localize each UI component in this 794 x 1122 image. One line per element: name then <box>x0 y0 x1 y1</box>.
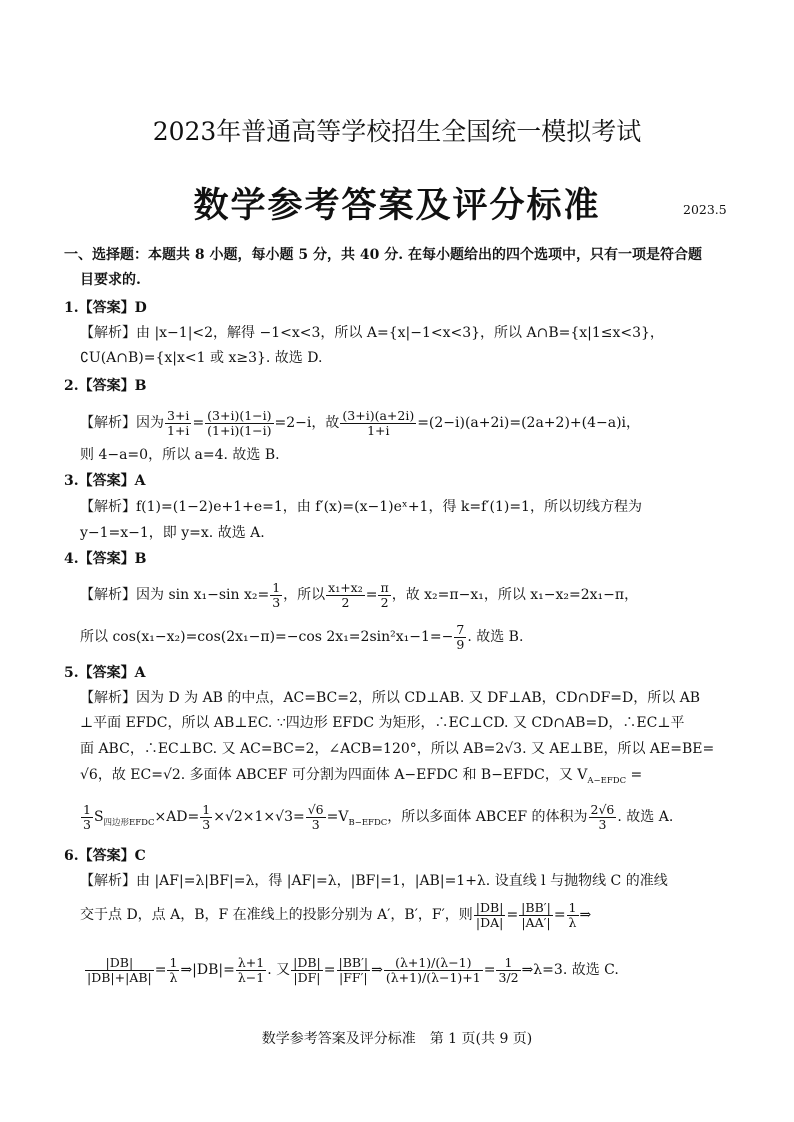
numerator: 1 <box>272 579 281 595</box>
text: ⇒λ=3. 故选 C. <box>521 962 619 978</box>
text: ，故 x₂=π−x₁，所以 x₁−x₂=2x₁−π， <box>391 587 639 603</box>
numerator: 1 <box>202 801 211 817</box>
numerator: |BB′| <box>521 899 551 915</box>
text: = <box>365 587 378 603</box>
numerator: 2√6 <box>590 801 615 817</box>
denominator: λ <box>568 914 577 930</box>
fraction <box>167 956 179 985</box>
page-title: 数学参考答案及评分标准 <box>193 185 601 226</box>
numerator: √6 <box>307 801 324 817</box>
q6-answer: 6.【答案】C <box>64 848 146 864</box>
text: 【解析】因为 <box>80 415 164 431</box>
text: 所以 cos(x₁−x₂)=cos(2x₁−π)=−cos 2x₁=2sin²x₁−1=− <box>80 629 454 645</box>
text: = <box>553 907 566 923</box>
q1-analysis-line2: ∁U(A∩B)={x|x<1 或 x≥3}. 故选 D. <box>80 350 323 366</box>
fraction <box>236 956 266 985</box>
text: ，所以多面体 ABCEF 的体积为 <box>387 809 588 825</box>
text: = <box>192 415 205 431</box>
denominator: 2 <box>380 594 389 610</box>
denominator: |DB|+|AB| <box>87 969 152 985</box>
fraction <box>340 409 416 438</box>
q5-analysis-line1: 【解析】因为 D 为 AB 的中点，AC=BC=2，所以 CD⊥AB. 又 DF⊥AB，CD∩DF=D，所以 AB <box>80 690 701 706</box>
numerator: (3+i)(a+2i) <box>342 407 415 423</box>
q5-analysis-line4 <box>80 765 642 787</box>
text: = <box>323 962 336 978</box>
denominator: |FF′| <box>339 969 368 985</box>
q3-analysis-line2: y−1=x−1，即 y=x. 故选 A. <box>80 525 265 541</box>
numerator: 3+i <box>167 407 190 423</box>
text: ⇒|DB|= <box>180 962 235 978</box>
denominator: 3 <box>272 594 281 610</box>
fraction <box>384 956 483 985</box>
fraction <box>519 901 553 930</box>
numerator: 1 <box>568 899 577 915</box>
q4-analysis-line2 <box>80 620 523 654</box>
q5-analysis-line3: 面 ABC，∴EC⊥BC. 又 AC=BC=2，∠ACB=120°，所以 AB=2√3. 又 AE⊥BE，所以 AE=BE= <box>80 741 715 757</box>
q3-analysis-line1: 【解析】f(1)=(1−2)e+1+e=1，由 f′(x)=(x−1)eˣ+1，得 k=f′(1)=1，所以切线方程为 <box>80 499 642 515</box>
numerator: 7 <box>456 621 465 637</box>
denominator: λ <box>169 969 178 985</box>
q5-answer: 5.【答案】A <box>64 665 146 681</box>
denominator: 3 <box>598 816 607 832</box>
numerator: 1 <box>496 956 520 971</box>
fraction <box>81 803 93 832</box>
denominator: 1+i <box>367 422 390 438</box>
exam-title: 2023年普通高等学校招生全国统一模拟考试 <box>152 117 642 146</box>
numerator: λ+1 <box>237 954 265 970</box>
text: . 故选 A. <box>617 809 674 825</box>
denominator: 3 <box>311 816 320 832</box>
denominator: 3/2 <box>498 969 519 985</box>
text: =(2−i)(a+2i)=(2a+2)+(4−a)i， <box>417 415 641 431</box>
q1-answer: 1.【答案】D <box>64 300 147 316</box>
numerator: |DB| <box>85 956 154 971</box>
fraction <box>270 581 282 610</box>
denominator: (1+i)(1−i) <box>207 422 272 438</box>
text: S <box>93 809 104 825</box>
denominator: (λ+1)/(λ−1)+1 <box>385 969 481 985</box>
text: ×AD= <box>154 809 200 825</box>
text: = <box>626 767 643 783</box>
fraction <box>306 803 326 832</box>
fraction <box>496 956 520 985</box>
fraction <box>589 803 617 832</box>
fraction <box>567 901 579 930</box>
text: 【解析】因为 sin x₁−sin x₂= <box>80 587 270 603</box>
numerator: π <box>380 579 389 595</box>
q2-answer: 2.【答案】B <box>64 378 147 394</box>
numerator: |BB′| <box>338 954 369 970</box>
section-heading-cont: 目要求的. <box>80 272 141 288</box>
fraction <box>326 581 365 610</box>
subscript: B−EFDC <box>348 818 388 828</box>
denominator: 1+i <box>167 422 190 438</box>
text: = <box>506 907 519 923</box>
text: ×√2×1×√3= <box>213 809 305 825</box>
text: =2−i，故 <box>274 415 340 431</box>
numerator: 1 <box>169 954 178 970</box>
fraction <box>200 803 212 832</box>
q5-analysis-line5 <box>80 800 673 836</box>
numerator: |DB| <box>293 954 321 970</box>
numerator: |DB| <box>475 899 504 915</box>
text: ⇒ <box>579 907 592 923</box>
q4-analysis-line1 <box>80 578 638 612</box>
q2-analysis-line2: 则 4−a=0，所以 a=4. 故选 B. <box>80 447 280 463</box>
fraction <box>165 409 191 438</box>
q6-analysis-line2 <box>80 898 591 932</box>
q6-analysis-line1: 【解析】由 |AF|=λ|BF|=λ，得 |AF|=λ，|BF|=1，|AB|=1+λ. 设直线 l 与抛物线 C 的准线 <box>80 873 668 889</box>
fraction <box>474 901 506 930</box>
q5-analysis-line2: ⊥平面 EFDC，所以 AB⊥EC. ∵四边形 EFDC 为矩形，∴EC⊥CD. 又 CD∩AB=D，∴EC⊥平 <box>80 715 685 731</box>
fraction <box>205 409 273 438</box>
q2-analysis-line1 <box>80 406 640 440</box>
numerator: (λ+1)/(λ−1) <box>384 956 483 971</box>
denominator: 2 <box>341 594 350 610</box>
numerator: x₁+x₂ <box>328 579 363 595</box>
text: ，所以 <box>283 587 326 603</box>
text: =V <box>326 809 349 825</box>
text: √6，故 EC=√2. 多面体 ABCEF 可分割为四面体 A−EFDC 和 B−EFDC，又 V <box>80 767 588 783</box>
denominator: |AA′| <box>521 914 551 930</box>
page-footer: 数学参考答案及评分标准 第 1 页(共 9 页) <box>261 1031 533 1047</box>
text: = <box>154 962 167 978</box>
fraction <box>337 956 371 985</box>
numerator: (3+i)(1−i) <box>207 407 272 423</box>
subscript: 四边形EFDC <box>103 818 155 828</box>
q3-answer: 3.【答案】A <box>64 473 146 489</box>
q1-analysis-line1: 【解析】由 |x−1|<2，解得 −1<x<3，所以 A={x|−1<x<3}，所以 A∩B={x|1≤x<3}， <box>80 325 664 341</box>
section-heading: 一、选择题：本题共 8 小题，每小题 5 分，共 40 分. 在每小题给出的四个选项中，只有一项是符合题 <box>64 247 702 263</box>
denominator: |DA| <box>475 914 504 930</box>
exam-date: 2023.5 <box>683 202 727 217</box>
text: . 故选 B. <box>467 629 524 645</box>
denominator: 9 <box>456 636 465 652</box>
text: . 又 <box>267 962 291 978</box>
fraction <box>454 623 466 652</box>
denominator: 3 <box>202 816 211 832</box>
fraction <box>291 956 323 985</box>
numerator: 1 <box>83 801 91 817</box>
denominator: |DF| <box>293 969 321 985</box>
text: 交于点 D，点 A，B，F 在准线上的投影分别为 A′，B′，F′，则 <box>80 907 473 923</box>
fraction <box>378 581 390 610</box>
subscript: A−EFDC <box>587 776 627 786</box>
denominator: 3 <box>83 816 91 832</box>
q6-analysis-line3 <box>84 950 619 990</box>
denominator: λ−1 <box>237 969 265 985</box>
fraction <box>85 956 154 985</box>
text: ⇒ <box>371 962 383 978</box>
text: = <box>483 962 496 978</box>
q4-answer: 4.【答案】B <box>64 551 147 567</box>
